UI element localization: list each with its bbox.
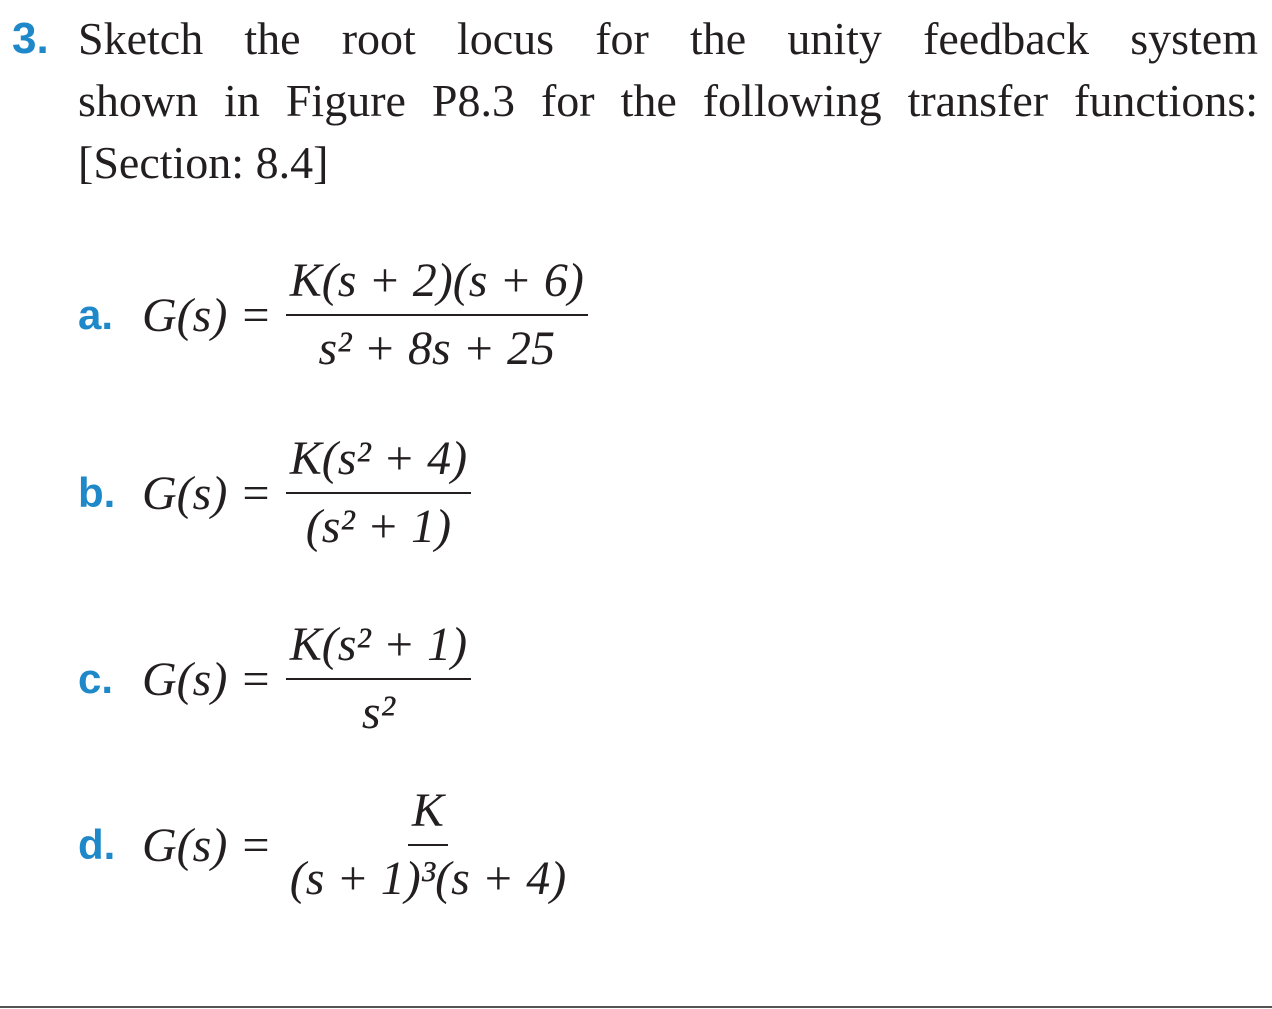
numerator: K xyxy=(408,782,448,846)
denominator: s² xyxy=(361,686,395,739)
transfer-function-lhs: G(s) = xyxy=(142,818,272,872)
transfer-function-lhs: G(s) = xyxy=(142,466,272,520)
denominator: (s + 1)³(s + 4) xyxy=(289,852,567,905)
transfer-function-lhs: G(s) = xyxy=(142,652,272,706)
problem-line-3: [Section: 8.4] xyxy=(78,137,329,188)
numerator: K(s + 2)(s + 6) xyxy=(286,252,588,316)
transfer-function-lhs: G(s) = xyxy=(142,288,272,342)
transfer-function-fraction xyxy=(286,782,570,908)
item-d xyxy=(78,780,570,910)
denominator: s² + 8s + 25 xyxy=(318,322,556,375)
numerator: K(s² + 4) xyxy=(286,430,471,494)
transfer-function-fraction xyxy=(286,430,471,556)
problem-text xyxy=(78,8,1258,194)
problem-number: 3. xyxy=(12,14,49,63)
problem-line-1: Sketch the root locus for the unity feedback system xyxy=(78,13,1258,64)
problem-statement xyxy=(12,8,1258,194)
denominator: (s² + 1) xyxy=(305,500,452,553)
numerator: K(s² + 1) xyxy=(286,616,471,680)
item-b xyxy=(78,428,471,558)
transfer-function-fraction xyxy=(286,252,588,378)
item-c xyxy=(78,614,471,744)
transfer-function-fraction xyxy=(286,616,471,742)
item-label: d. xyxy=(78,821,116,868)
item-label: a. xyxy=(78,291,114,338)
bottom-divider xyxy=(0,1006,1272,1008)
problem-line-2: shown in Figure P8.3 for the following transfer functions: xyxy=(78,75,1258,126)
item-label: c. xyxy=(78,655,114,702)
item-a xyxy=(78,250,588,380)
item-label: b. xyxy=(78,469,116,516)
